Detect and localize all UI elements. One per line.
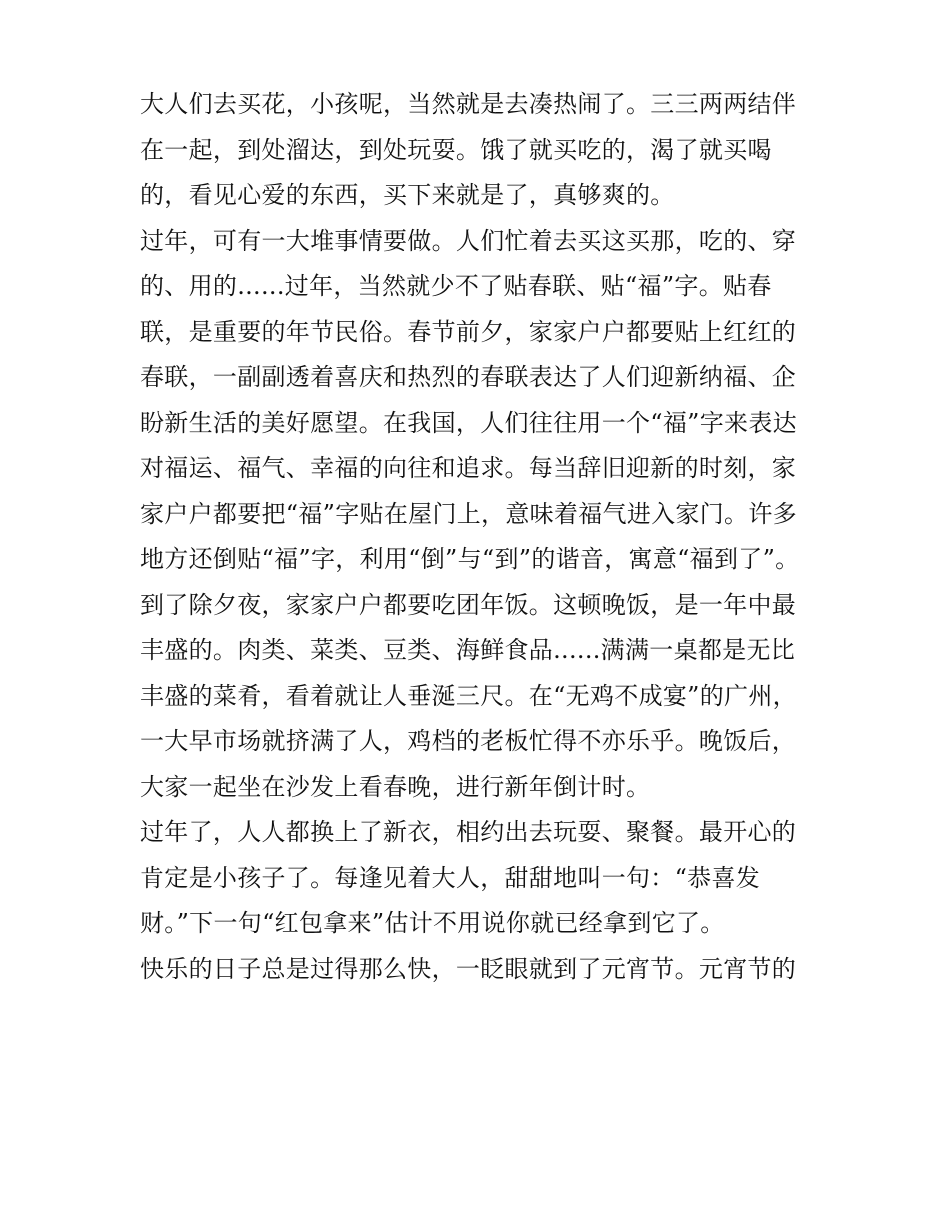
text-line: 的，看见心爱的东西，买下来就是了，真够爽的。 bbox=[140, 181, 675, 209]
text-line: 地方还倒贴“福”字，利用“倒”与“到”的谐音，寓意“福到了”。 bbox=[140, 545, 800, 573]
text-line: 联，是重要的年节民俗。春节前夕，家家户户都要贴上红红的 bbox=[140, 317, 797, 346]
text-line: 到了除夕夜，家家户户都要吃团年饭。这顿晚饭，是一年中最 bbox=[140, 590, 797, 619]
text-line: 在一起，到处溜达，到处玩耍。饿了就买吃的，渴了就买喝 bbox=[140, 135, 772, 164]
text-line: 大家一起坐在沙发上看春晚，进行新年倒计时。 bbox=[140, 772, 651, 801]
body-text bbox=[140, 82, 820, 992]
text-line: 对福运、福气、幸福的向往和追求。每当辞旧迎新的时刻，家 bbox=[140, 454, 797, 482]
text-line: 财。”下一句“红包拿来”估计不用说你就已经拿到它了。 bbox=[140, 909, 725, 937]
text-line: 丰盛的。肉类、菜类、豆类、海鲜食品......满满一桌都是无比 bbox=[140, 636, 796, 664]
text-line: 的、用的......过年，当然就少不了贴春联、贴“福”字。贴春 bbox=[140, 272, 772, 300]
text-line: 肯定是小孩子了。每逢见着大人，甜甜地叫一句：“恭喜发 bbox=[140, 863, 761, 892]
text-line: 盼新生活的美好愿望。在我国，人们往往用一个“福”字来表达 bbox=[140, 408, 797, 437]
text-line: 丰盛的菜肴，看着就让人垂涎三尺。在“无鸡不成宴”的广州， bbox=[140, 681, 797, 710]
text-line: 春联，一副副透着喜庆和热烈的春联表达了人们迎新纳福、企 bbox=[140, 363, 797, 391]
text-line: 快乐的日子总是过得那么快，一眨眼就到了元宵节。元宵节的 bbox=[140, 954, 797, 983]
text-line: 大人们去买花，小孩呢，当然就是去凑热闹了。三三两两结伴 bbox=[140, 90, 797, 118]
text-line: 过年，可有一大堆事情要做。人们忙着去买这买那，吃的、穿 bbox=[140, 226, 797, 255]
text-line: 家户户都要把“福”字贴在屋门上，意味着福气进入家门。许多 bbox=[140, 499, 797, 528]
text-line: 过年了，人人都换上了新衣，相约出去玩耍、聚餐。最开心的 bbox=[140, 818, 797, 846]
text-line: 一大早市场就挤满了人，鸡档的老板忙得不亦乐乎。晚饭后， bbox=[140, 727, 797, 755]
